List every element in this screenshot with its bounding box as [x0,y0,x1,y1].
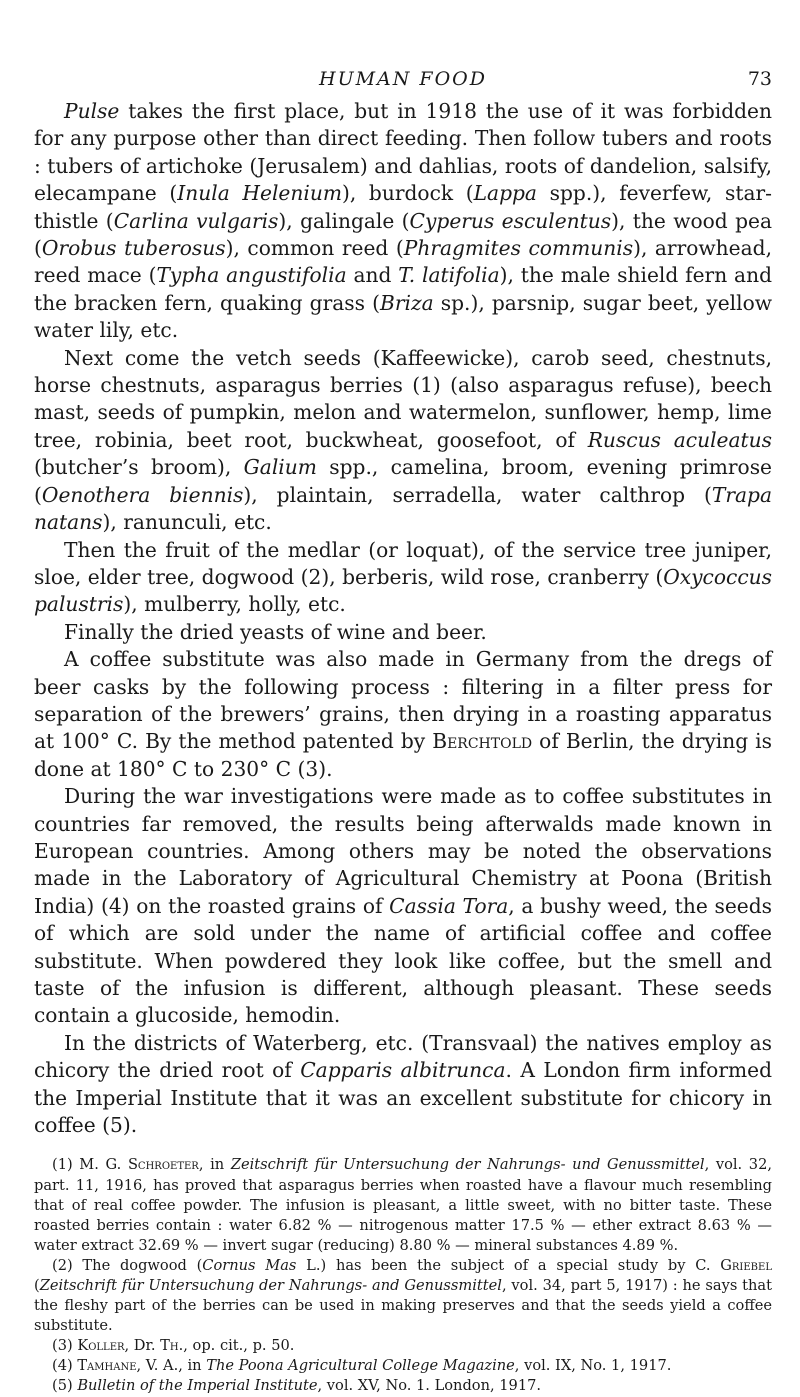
text-run: (2) The dogwood ( [52,1256,203,1274]
paragraph [34,1030,772,1140]
footnote [34,1155,772,1255]
text-run: , V. A., in [136,1357,207,1375]
text-run: . A London firm informed the Imperial Institute that it was an excellent substitute for chicory in coffee (5). [34,1058,772,1138]
paragraph [34,619,772,646]
small-caps-name: Berchtold [432,729,533,754]
text-run: (4) [52,1357,78,1375]
text-run: , vol. 34, part 5, 1917) : he says that the fleshy part of the berries can be used in making preserves and that the seeds yield a coffee substitute. [34,1277,772,1335]
italic-text: Oxycoccus palustris [34,564,772,617]
page-header [34,48,772,88]
small-caps-name: Koller [77,1337,125,1355]
text-run: In the districts of Waterberg, etc. (Transvaal) the natives employ as chicory the dried root of [34,1030,772,1083]
italic-text: Bulletin of the Imperial Institute [77,1377,318,1395]
footnotes [34,1155,772,1396]
italic-text: Lappa [473,181,537,206]
italic-text: Cyperus esculentus [409,208,612,233]
page-number: 73 [747,68,772,90]
text-run: spp., camelina, broom, evening primrose ( [34,455,772,507]
text-run: (5) [52,1377,78,1395]
text-run: of Berlin, the drying is done at 180° C to 230° C (3). [34,729,772,781]
text-run: (1) M. G. [52,1156,128,1174]
text-run: ), the wood pea ( [34,208,772,261]
text-run: (butcher’s broom), [34,455,244,480]
text-run: ), the male shield fern and the bracken fern, quaking grass ( [34,263,773,315]
text-run: , Dr. [124,1337,161,1355]
small-caps-name: Tamhane [77,1357,137,1375]
italic-text: Zeitschrift für Untersuchung der Nahrungs- und Genussmittel [230,1156,705,1174]
italic-text: Inula Helenium [177,181,342,206]
italic-text: Typha angustifolia [156,263,347,288]
italic-text: Oenothera biennis [41,482,244,507]
text-run: , a bushy weed, the seeds of which are sold under the name of artificial coffee and coffee substitute. When powdered they look like coffee, but the smell and taste of the infusion is different, although pleasant. These seeds contain a glucoside, hemodin. [34,893,772,1028]
text-run: , vol. XV, No. 1. London, 1917. [317,1377,542,1395]
text-run: A coffee substitute was also made in Germany from the dregs of beer casks by the following process : filtering in a filter press for separation of the brewers’ grains, then drying in a roasting apparatus at 100° C. By the method patented by [34,647,772,754]
italic-text: The Poona Agricultural College Magazine [206,1357,515,1375]
italic-text: Orobus tuberosus [41,236,226,261]
text-run: ), ranunculi, etc. [102,510,272,535]
text-run: ), plaintain, serradella, water calthrop ( [243,482,712,507]
italic-text: Capparis albitrunca [300,1058,506,1083]
text-run: ), galingale ( [278,208,410,233]
text-run: ), mulberry, holly, etc. [123,592,346,617]
text-run: ), arrowhead, reed mace ( [34,236,772,288]
text-run: ( [34,1277,40,1294]
italic-text: Carlina vulgaris [113,208,279,233]
running-head: HUMAN FOOD [319,68,487,90]
text-run: and [346,263,399,288]
footnote [34,1256,772,1336]
text-run: ), common reed ( [225,236,404,261]
paragraph [34,783,772,1030]
text-run: sp.), parsnip, sugar beet, yellow water lily, etc. [34,290,772,343]
text-run: , vol. 32, part. 11, 1916, has proved that asparagus berries when roasted have a flavour much resembling that of real coffee powder. The infusion is pleasant, a little sweet, with no bitter taste. These roasted berries contain : water 6.82 % — nitrogenous matter 17.5 % — ether extract 8.63 % — water extract 32.69 % — invert sugar (reducing) 8.80 % — mineral substances 4.89 %. [34,1156,773,1254]
italic-text: Cornus Mas [202,1256,297,1274]
paragraph [34,345,772,537]
text-run: Then the fruit of the medlar (or loquat), of the service tree juniper, sloe, elder tree, dogwood (2), berberis, wild rose, cranberry ( [34,537,772,589]
italic-text: Ruscus aculeatus [587,427,772,452]
text-run: L.) has been the subject of a special study by C. [296,1256,721,1274]
paragraph [34,646,772,783]
italic-text: Pulse [64,99,120,123]
book-page [34,0,772,1397]
text-run: spp.), feverfew, star-thistle ( [34,181,772,233]
text-run: Next come the vetch seeds (Kaffeewicke), carob seed, chestnuts, horse chestnuts, asparagus berries (1) (also asparagus refuse), beech mast, seeds of pumpkin, melon and watermelon, sunflower, hemp, lime tree, robinia, beet root, buckwheat, goosefoot, of [34,345,772,452]
italic-text: Cassia Tora [389,893,509,918]
body-text [34,98,772,1139]
footnote [34,1336,772,1356]
small-caps-name: Schroeter [127,1156,199,1174]
text-run: , vol. IX, No. 1, 1917. [514,1357,672,1375]
text-run: takes the first place, but in 1918 the use of it was forbidden for any purpose other than direct feeding. Then follow tubers and roots : tubers of artichoke (Jerusalem) and dahlias, roots of dandelion, salsify, elecampane ( [34,99,772,206]
text-run: Finally the dried yeasts of wine and beer. [64,619,487,644]
footnote [34,1376,772,1396]
small-caps-name: Griebel [720,1256,772,1274]
paragraph [34,537,772,619]
text-run: , in [198,1156,231,1174]
italic-text: Galium [243,455,317,480]
italic-text: Zeitschrift für Untersuchung der Nahrungs- and Genussmittel [39,1277,502,1294]
text-run: ), burdock ( [341,181,474,206]
italic-text: Trapa natans [34,482,772,535]
footnote [34,1356,772,1376]
italic-text: Briza [380,290,434,315]
text-run: (3) [52,1337,78,1355]
paragraph [34,98,772,345]
text-run: , op. cit., p. 50. [183,1337,295,1355]
italic-text: T. latifolia [398,263,500,288]
small-caps-name: Th. [160,1337,184,1355]
italic-text: Phragmites communis [403,236,634,261]
text-run: During the war investigations were made as to coffee substitutes in countries far removed, the results being afterwalds made known in European countries. Among others may be noted the observations made in the Laboratory of Agricultural Chemistry at Poona (British India) (4) on the roasted grains of [34,784,772,918]
